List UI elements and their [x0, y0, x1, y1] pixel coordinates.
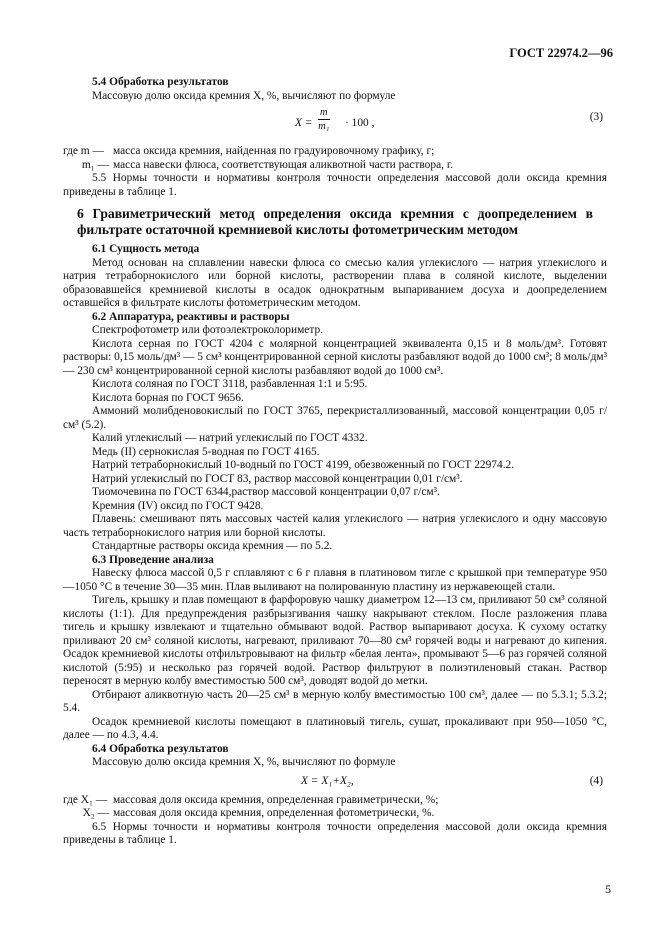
- s62-item: Кислота соляная по ГОСТ 3118, разбавленная 1:1 и 5:95.: [92, 378, 368, 390]
- s63-paragraph: Отбирают аликвотную часть 20—25 см³ в мерную колбу вместимостью 100 см³, далее — по 5.3.1; 5.3.2; 5.4.: [63, 688, 607, 714]
- definition-text: масса оксида кремния, найденная по градуировочному графику, г;: [113, 145, 435, 157]
- s62-item: Спектрофотометр или фотоэлектроколориметр.: [92, 324, 324, 336]
- s54-intro: Массовую долю оксида кремния X, %, вычисляют по формуле: [92, 89, 396, 102]
- s62-item: Кислота серная по ГОСТ 4204 с молярной концентрацией эквивалента 0,15 и 8 моль/дм³. Готовят растворы: 0,15 моль/дм³ — 5 см³ концентрированной серной кислоты разбавляют водой до 1000 см³; 8 моль/дм³ — 230 см³ концентрированной серной кислоты разбавляют водой до 1000 см³.: [63, 337, 607, 377]
- s63-title: 6.3 Проведение анализа: [92, 553, 214, 566]
- document-header-id: ГОСТ 22974.2—96: [509, 46, 613, 60]
- s62-title: 6.2 Аппаратура, реактивы и растворы: [92, 310, 290, 323]
- s65-paragraph: 6.5 Нормы точности и нормативы контроля точности определения массовой доли оксида кремния приведены в таблице 1.: [63, 820, 607, 846]
- definition-row: [63, 794, 607, 808]
- s62-item: Натрий тетраборнокислый 10-водный по ГОСТ 4199, обезвоженный по ГОСТ 22974.2.: [92, 459, 515, 471]
- formula-3-denominator: m₁: [318, 121, 330, 132]
- definition-row: [63, 145, 607, 159]
- formula-3-fraction: [318, 107, 330, 133]
- formula-4-definitions: [63, 794, 607, 821]
- page-number: 5: [605, 882, 611, 896]
- s63-paragraph: Навеску флюса массой 0,5 г сплавляют с 6 г плавня в платиновом тигле с крышкой при температуре 950—1050 °С в течение 30—35 мин. Плав выливают на полированную пластину из нержавеющей стали.: [63, 567, 607, 593]
- formula-3-rest: · 100 ,: [345, 117, 375, 129]
- s63-paragraph: Тигель, крышку и плав помещают в фарфоровую чашку диаметром 12—13 см, приливают 50 см³ соляной кислоты (1:1). Для предупреждения разбрызгивания чашку накрывают стеклом. После разложения плава тигель и крышку извлекают и тщательно обмывают водой. Раствор выпаривают досуха. К сухому остатку приливают 20 см³ соляной кислоты, нагревают, приливают 70—80 см³ горячей воды и нагревают до кипения. Осадок кремниевой кислоты отфильтровывают на фильтр «белая лента», промывают 5—6 раз горячей соляной кислотой (5:95) и несколько раз горячей водой. Раствор фильтруют в полиэтиленовый стакан. Раствор переносят в мерную колбу вместимостью 500 см³, доводят водой до метки.: [63, 594, 607, 687]
- section-6-title: 6 Гравиметрический метод определения оксида кремния с доопределением в фильтрате остаточной кремниевой кислоты фотометрическим методом: [77, 206, 593, 237]
- s62-item: Плавень: смешивают пять массовых частей калия углекислого — натрия углекислого и одну массовую часть тетраборнокислого натрия или борной кислоты.: [63, 513, 607, 539]
- s61-text: Метод основан на сплавлении навески флюса со смесью калия углекислого — натрия углекислого и натрия тетраборнокислого или борной кислоты, растворении плава в соляной кислоте, выделении образовавшейся кремниевой кислоты в осадок однократным выпариванием досуха и доопределением оставшейся в фильтрате кислоты фотометрическим методом.: [63, 256, 607, 309]
- definition-term: X₂ —: [82, 807, 109, 819]
- definition-text: масса навески флюса, соответствующая аликвотной части раствора, г.: [113, 158, 454, 171]
- definition-term: где m —: [63, 145, 104, 157]
- definition-row: [63, 807, 607, 821]
- formula-3-definitions: [63, 145, 607, 172]
- s62-item: Медь (II) сернокислая 5-водная по ГОСТ 4165.: [92, 445, 320, 458]
- s55-paragraph: 5.5 Нормы точности и нормативы контроля точности определения массовой доли оксида кремния приведены в таблице 1.: [63, 172, 607, 198]
- formula-3: [63, 103, 607, 145]
- s62-item: Кремния (IV) оксид по ГОСТ 9428.: [92, 499, 264, 512]
- s62-item: Кислота борная по ГОСТ 9656.: [92, 391, 244, 404]
- s61-title: 6.1 Сущность метода: [92, 243, 200, 255]
- s64-title: 6.4 Обработка результатов: [92, 742, 229, 755]
- s64-intro: Массовую долю оксида кремния X, %, вычисляют по формуле: [92, 756, 396, 768]
- s62-item: Натрий углекислый по ГОСТ 83, раствор массовой концентрации 0,01 г/см³.: [92, 472, 463, 485]
- formula-4-expression: X = X₁+X₂,: [301, 774, 354, 787]
- s62-item: Стандартные растворы оксида кремния — по 5.2.: [92, 540, 333, 552]
- definition-term: где X₁ —: [63, 793, 108, 806]
- s62-item: Аммоний молибденовокислый по ГОСТ 3765, перекристаллизованный, массовой концентрации 0,05 г/см³ (5.2).: [63, 405, 607, 431]
- s63-paragraph: Осадок кремниевой кислоты помещают в платиновый тигель, сушат, прокаливают при 950—1050 °С, далее — по 4.3, 4.4.: [63, 715, 607, 741]
- formula-4-number: (4): [589, 774, 603, 787]
- definition-text: массовая доля оксида кремния, определенная фотометрически, %.: [113, 807, 435, 819]
- definition-row: [63, 159, 607, 173]
- formula-3-number: (3): [589, 111, 603, 123]
- s62-item: Калий углекислый — натрий углекислый по ГОСТ 4332.: [92, 432, 368, 444]
- document-body: [63, 76, 607, 848]
- s54-title: 5.4 Обработка результатов: [92, 76, 229, 88]
- definition-text: массовая доля оксида кремния, определенная гравиметрически, %;: [113, 793, 439, 806]
- formula-3-lhs: X =: [295, 117, 313, 129]
- formula-3-numerator: m: [320, 107, 328, 118]
- formula-4: [63, 770, 607, 794]
- definition-term: m₁ —: [81, 158, 109, 171]
- s62-item: Тиомочевина по ГОСТ 6344,раствор массовой концентрации 0,07 г/см³.: [92, 486, 440, 498]
